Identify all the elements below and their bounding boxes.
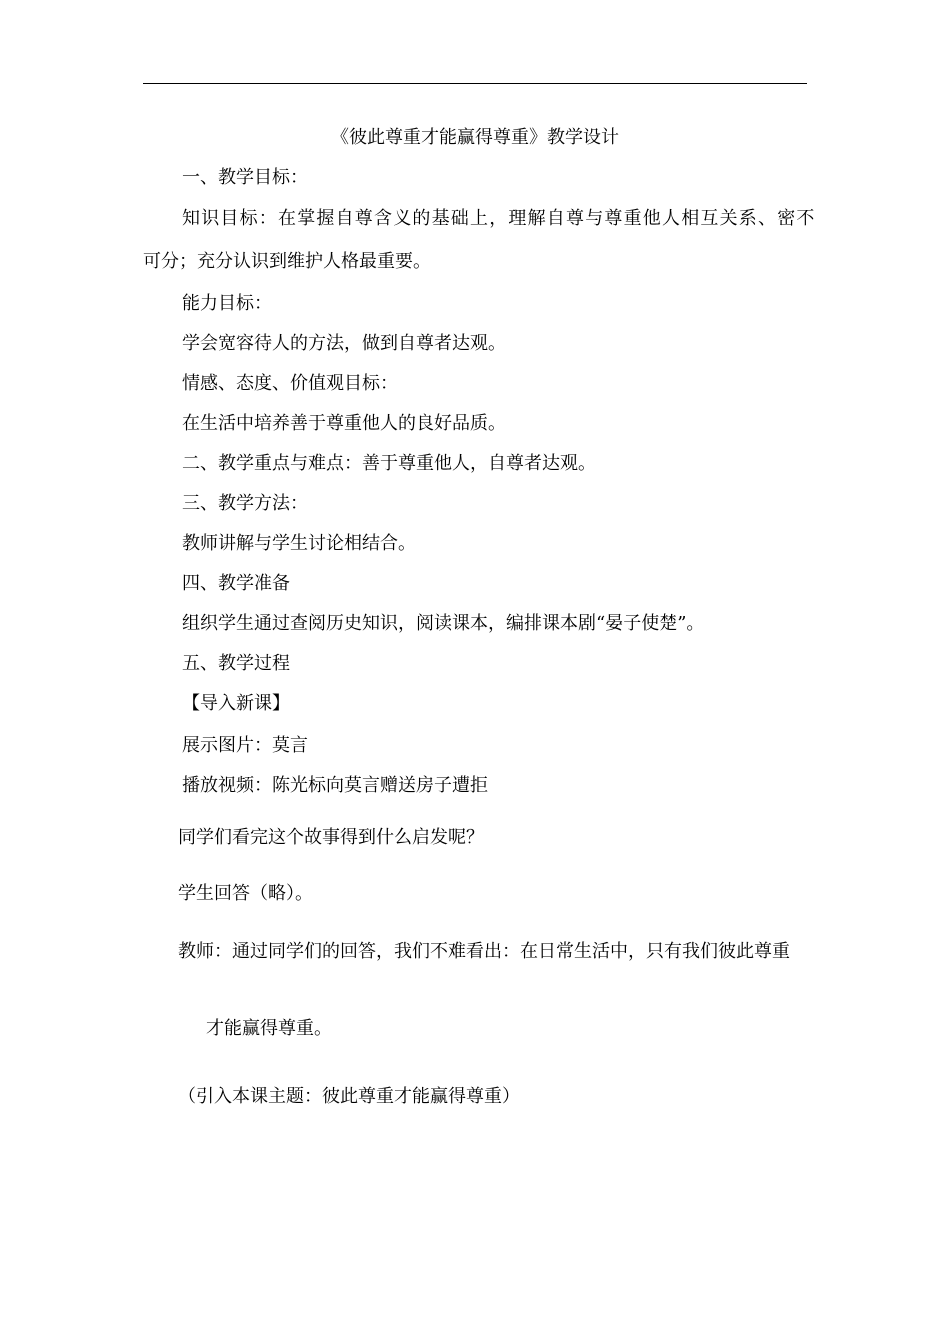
paragraph-knowledge-objective: 知识目标：在掌握自尊含义的基础上，理解自尊与尊重他人相互关系、密不 — [182, 208, 816, 229]
header-rule — [143, 83, 807, 84]
paragraph-knowledge-objective-cont: 可分；充分认识到维护人格最重要。 — [143, 251, 431, 272]
document-title: 《彼此尊重才能赢得尊重》教学设计 — [331, 127, 619, 148]
paragraph-methods: 教师讲解与学生讨论相结合。 — [182, 533, 416, 554]
paragraph-show-picture: 展示图片：莫言 — [182, 735, 308, 756]
paragraph-ability-objective: 学会宽容待人的方法，做到自尊者达观。 — [182, 333, 506, 354]
section-heading-methods: 三、教学方法： — [182, 493, 308, 514]
paragraph-preparation: 组织学生通过查阅历史知识，阅读课本，编排课本剧“晏子使楚”。 — [182, 613, 705, 634]
paragraph-student-answer: 学生回答（略）。 — [178, 883, 313, 904]
paragraph-topic-intro: （引入本课主题：彼此尊重才能赢得尊重） — [178, 1086, 520, 1107]
subheading-introduction: 【导入新课】 — [182, 693, 290, 714]
section-heading-preparation: 四、教学准备 — [182, 573, 290, 594]
paragraph-question: 同学们看完这个故事得到什么启发呢？ — [178, 827, 484, 848]
paragraph-play-video: 播放视频：陈光标向莫言赠送房子遭拒 — [182, 775, 488, 796]
section-heading-process: 五、教学过程 — [182, 653, 290, 674]
subheading-ability-objective: 能力目标： — [182, 293, 272, 314]
paragraph-teacher-remark: 教师：通过同学们的回答，我们不难看出：在日常生活中，只有我们彼此尊重 — [178, 941, 790, 962]
paragraph-emotion-objective: 在生活中培养善于尊重他人的良好品质。 — [182, 413, 506, 434]
section-heading-key-points: 二、教学重点与难点：善于尊重他人，自尊者达观。 — [182, 453, 596, 474]
subheading-emotion-objective: 情感、态度、价值观目标： — [182, 373, 398, 394]
section-heading-objectives: 一、教学目标： — [182, 167, 308, 188]
paragraph-teacher-remark-cont: 才能赢得尊重。 — [206, 1018, 332, 1039]
